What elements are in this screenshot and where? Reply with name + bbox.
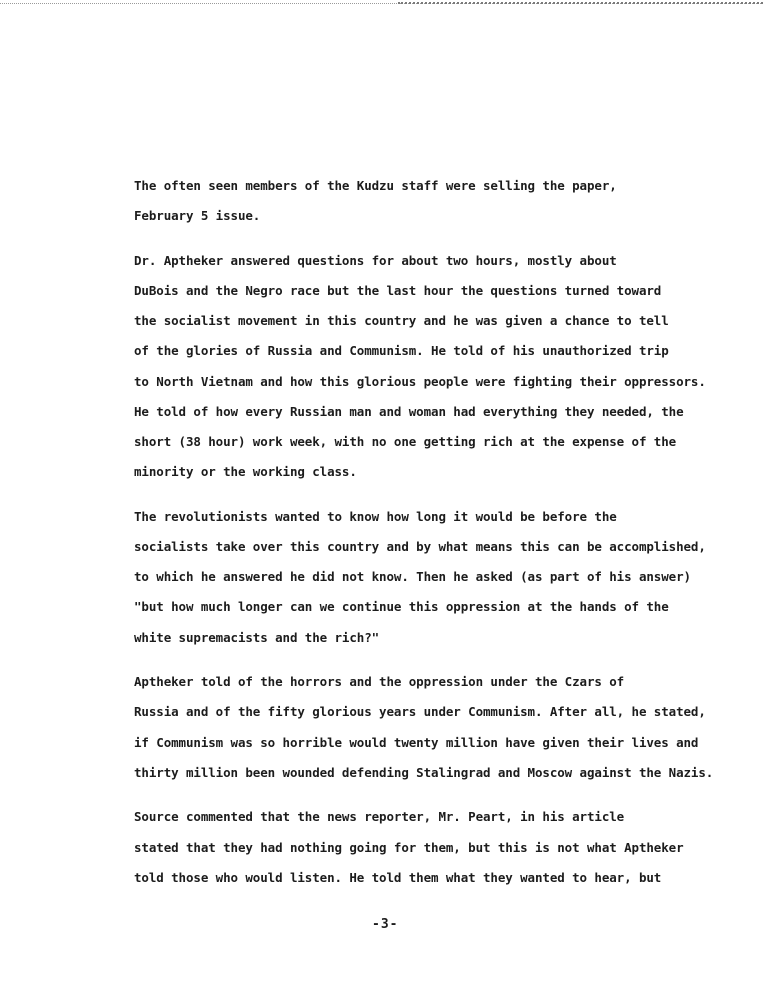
paragraph-source-comment: Source commented that the news reporter, Mr. Peart, in his article stated that they had nothing going for them, but this is not what Aptheker told those who would listen. He told them what they wanted to hear, but bbox=[134, 809, 684, 885]
page-number: -3- bbox=[372, 917, 399, 932]
paragraph-czars: Aptheker told of the horrors and the oppression under the Czars of Russia and of the fifty glorious years under Communism. After all, he stated, if Communism was so horrible would twenty million have given their lives and thirty million been wounded defending Stalingrad and Moscow against the Nazis. bbox=[134, 674, 714, 780]
paragraph-aptheker-questions: Dr. Aptheker answered questions for about two hours, mostly about DuBois and the Negro race but the last hour the questions turned toward the socialist movement in this country and he was given a chance to tell of the glories of Russia and Communism. He told of his unauthorized trip to North Vietnam and how this glorious people were fighting their oppressors. He told of how every Russian man and woman had everything they needed, the short (38 hour) work week, with no one getting rich at the expense of the minority or the working class. bbox=[134, 252, 706, 480]
document-body bbox=[134, 171, 729, 893]
paragraph-revolutionists: The revolutionists wanted to know how long it would be before the socialists take over this country and by what means this can be accomplished, to which he answered he did not know. Then he asked (as part of his answer) "but how much longer can we continue this oppression at the hands of the white supremacists and the rich?" bbox=[134, 508, 706, 645]
top-edge-rule-dark bbox=[398, 2, 763, 4]
paragraph-kudzu-staff: The often seen members of the Kudzu staff were selling the paper, February 5 issue. bbox=[134, 178, 617, 224]
